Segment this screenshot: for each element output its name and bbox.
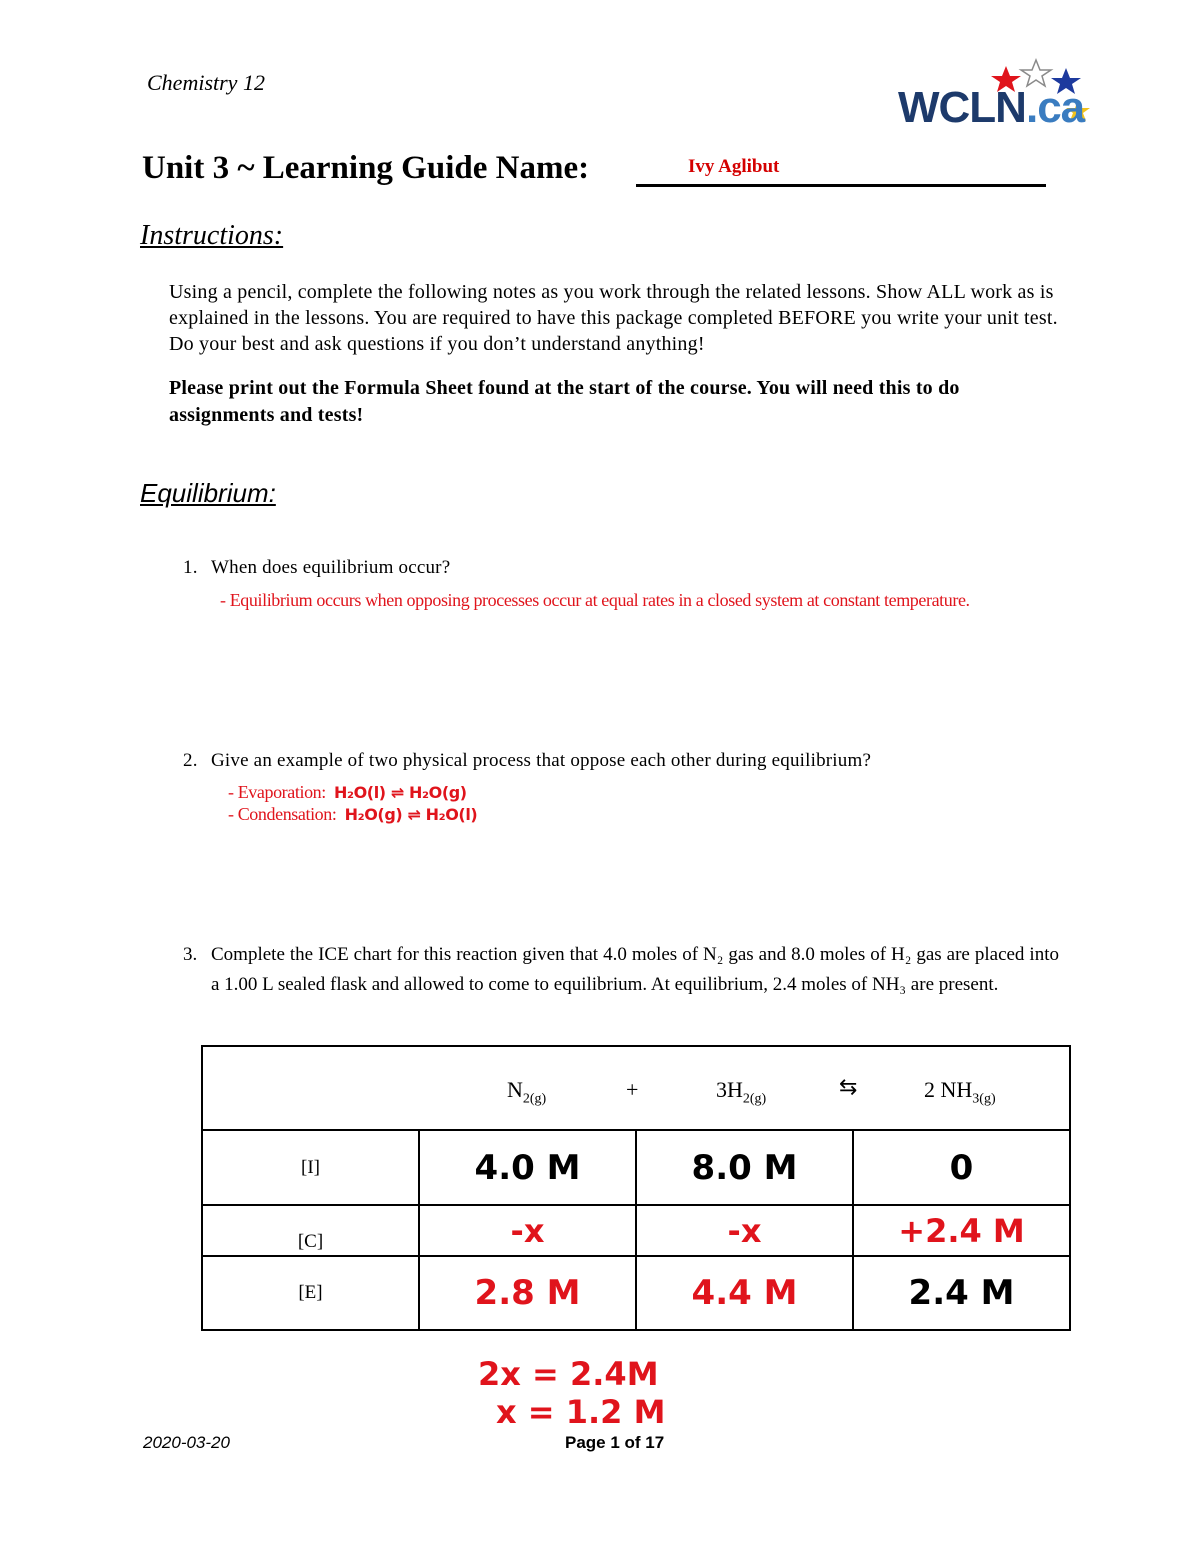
logo-wordmark: WCLN.ca [898,83,1085,132]
instructions-text: Using a pencil, complete the following notes as you work through the related lessons. Show ALL work as is explained in the lessons. You are required to have this package completed BEFORE you write your unit test. Do your best and ask questions if you don’t understand anything! [169,281,1058,355]
cell-h2-initial: 8.0 M [636,1130,853,1205]
work-line-2: x = 1.2 M [496,1393,666,1431]
page-title: Unit 3 ~ Learning Guide Name: [142,150,590,186]
cell-n2-initial: 4.0 M [419,1130,636,1205]
cell-h2-equilibrium: 4.4 M [636,1256,853,1330]
footer-date: 2020-03-20 [143,1433,230,1452]
ice-chart [201,1045,1071,1331]
cell-n2-change: -x [419,1205,636,1256]
section-heading: Equilibrium: [140,478,276,508]
instructions-heading: Instructions: [140,220,284,251]
formula-sheet-note: Please print out the Formula Sheet found at the start of the course. You will need this to do assignments and tests! [169,377,960,426]
name-underline [636,184,1046,187]
question-1 [183,553,1083,583]
row-label: [E] [202,1256,419,1330]
reaction-row [202,1046,1070,1130]
wcln-logo [896,58,1096,138]
handwritten-equation: H₂O(l) ⇌ H₂O(g) [333,783,467,802]
plus-sign: + [626,1077,639,1102]
species-h2: $3H_{2(g)}$ [716,1077,767,1107]
handwritten-equation: H₂O(g) ⇌ H₂O(l) [344,805,478,824]
question-number: 2. [183,750,198,771]
answer-1: - Equilibrium occurs when opposing processes occur at equal rates in a closed system at constant temperature. [220,590,970,610]
course-name: Chemistry 12 [147,70,265,95]
page-number: Page 1 of 17 [565,1433,665,1452]
cell-nh3-equilibrium: 2.4 M [853,1256,1070,1330]
cell-h2-change: -x [636,1205,853,1256]
empty-cell [202,1046,419,1130]
table-row [202,1205,1070,1256]
question-2 [183,746,1083,776]
answer-2-condensation: - Condensation: H₂O(g) ⇌ H₂O(l) [228,804,478,824]
row-label: [I] [202,1130,419,1205]
cell-n2-equilibrium: 2.8 M [419,1256,636,1330]
question-number: 3. [183,944,198,965]
question-text: When does equilibrium occur? [211,557,451,578]
question-text: Complete the ICE chart for this reaction given that 4.0 moles of N₂ gas and 8.0 moles of H₂ gas are placed into a 1.00 L sealed flask and allowed to come to equilibrium. At equilibrium, 2.4 moles of NH₃ are present. [211,944,1059,995]
question-text: Give an example of two physical process that oppose each other during equilibrium? [211,750,872,771]
work-line-1: 2x = 2.4M [478,1355,659,1393]
table-row [202,1256,1070,1330]
student-name: Ivy Aglibut [688,156,780,177]
table-row [202,1130,1070,1205]
species-n2: $N_{2(g)}$ [507,1077,547,1107]
cell-nh3-initial: 0 [853,1130,1070,1205]
question-number: 1. [183,557,198,578]
answer-2-evaporation: - Evaporation: H₂O(l) ⇌ H₂O(g) [228,782,467,802]
species-nh3: 2 $NH_{3(g)}$ [924,1077,996,1107]
cell-nh3-change: +2.4 M [853,1205,1070,1256]
equilibrium-arrow-icon: ⇆ [839,1075,858,1100]
reaction-equation [419,1046,1070,1130]
row-label: [C] [202,1205,419,1256]
